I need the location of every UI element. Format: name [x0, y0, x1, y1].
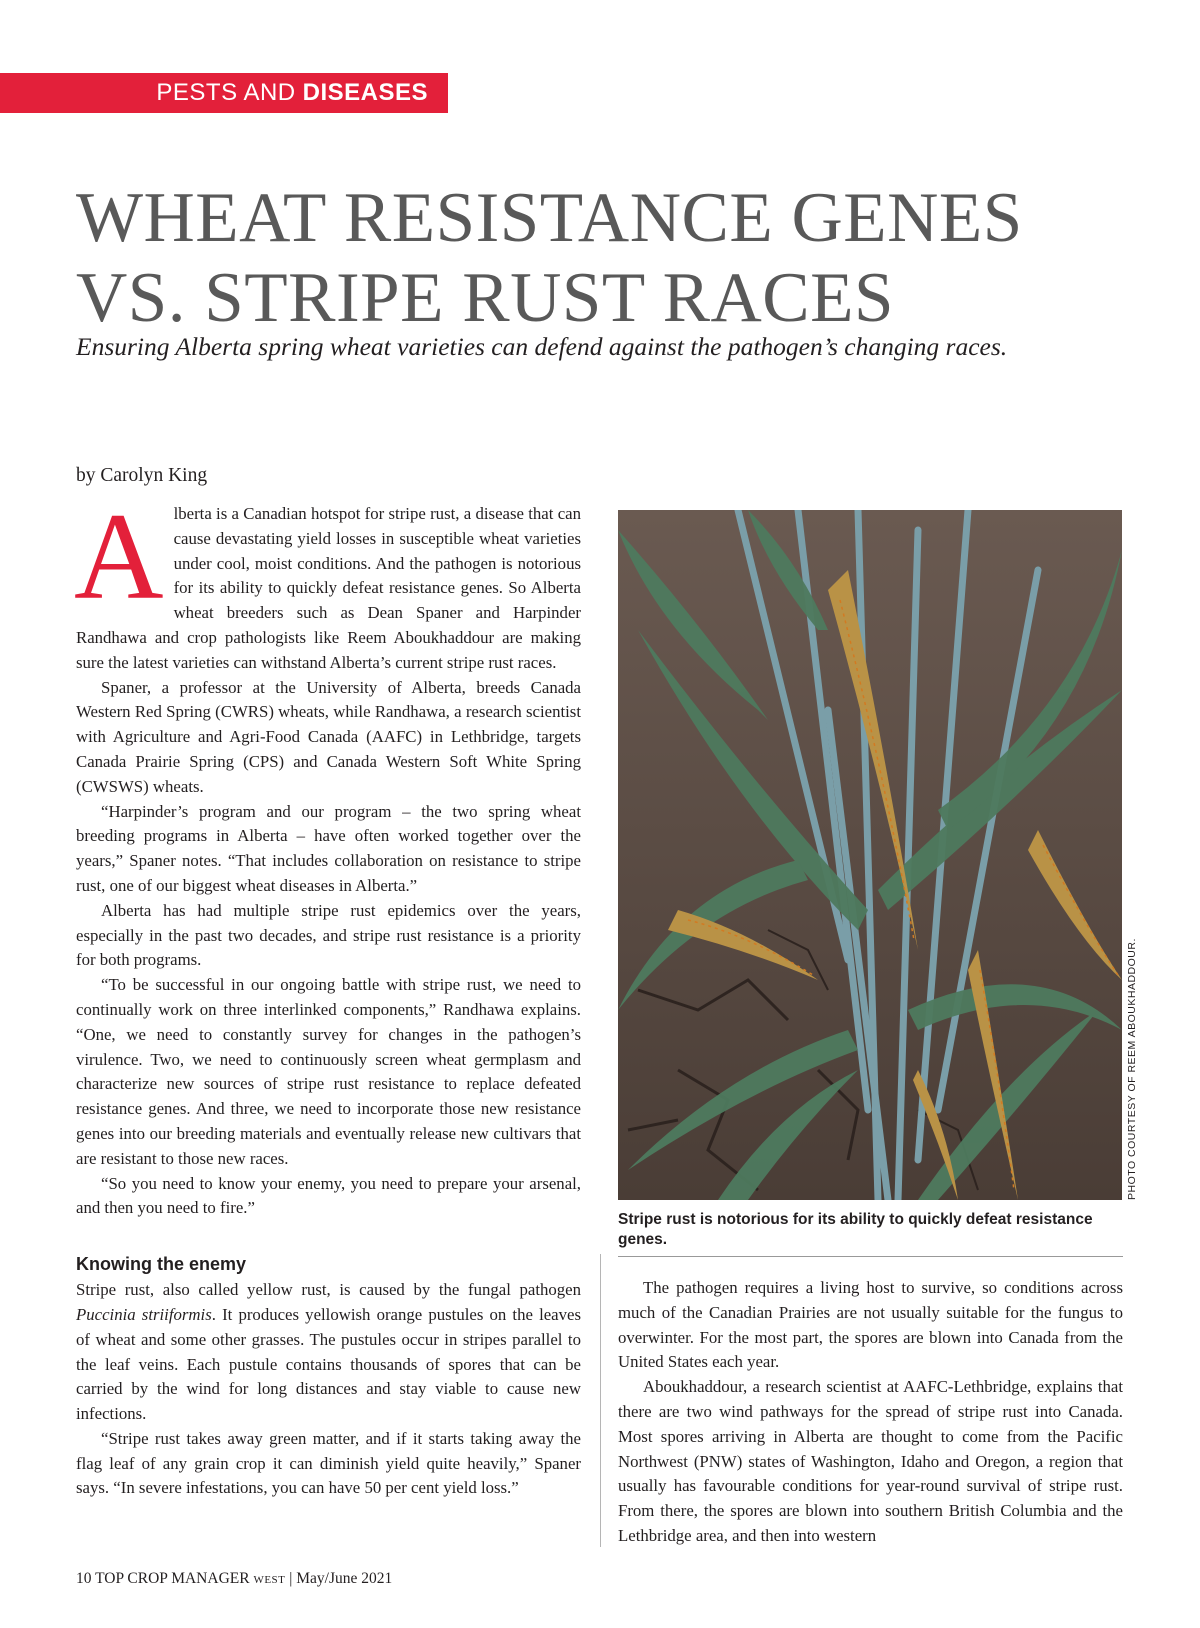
byline: by Carolyn King — [76, 465, 208, 486]
footer-separator: | — [289, 1570, 293, 1587]
caption-divider — [618, 1256, 1123, 1257]
paragraph — [76, 1278, 581, 1427]
paragraph: “To be successful in our ongoing battle with stripe rust, we need to continually work on three interlinked components,” Randhawa explains. “One, we need to constantly survey for changes in the pathogen’s virulence. Two, we need to continuously screen wheat germplasm and characterize new sources of stripe rust resistance to replace defeated resistance genes. And three, we need to incorporate those new resistance genes into our breeding materials and eventually release new cultivars that are resistant to those new races. — [76, 975, 581, 1168]
photo-caption: Stripe rust is notorious for its ability to quickly defeat resistance genes. — [618, 1211, 1093, 1248]
page-number: 10 — [76, 1570, 92, 1587]
paragraph — [74, 488, 581, 676]
article-column-left — [74, 488, 581, 1501]
paragraph: “So you need to know your enemy, you need to prepare your arsenal, and then you need to fire.” — [76, 1173, 581, 1218]
article-column-right — [618, 1276, 1123, 1549]
paragraph: “Stripe rust takes away green matter, and if it starts taking away the flag leaf of any grain crop it can diminish yield quite heavily,” Spaner says. “In severe infestations, you can have 50 per cent yield loss.” — [76, 1428, 581, 1498]
title-line-1: WHEAT RESISTANCE GENES — [76, 179, 1023, 257]
paragraph-text: lberta is a Canadian hotspot for stripe rust, a disease that can cause devastating yield losses in susceptible wheat varieties under cool, moist conditions. And the pathogen is notorious for its ability to quickly defeat resistance genes. So Alberta wheat breeders such as Dean Spaner and Harpinder Randhawa and crop pathologists like Reem Aboukhaddour are making sure the latest varieties can withstand Alberta’s current stripe rust races. — [76, 504, 581, 672]
drop-cap: A — [74, 488, 164, 625]
paragraph-text: Stripe rust, also called yellow rust, is caused by the fungal pathogen — [76, 1280, 581, 1300]
article-title — [76, 178, 1136, 338]
page-footer — [76, 1570, 392, 1588]
magazine-name: TOP CROP MANAGER — [95, 1570, 250, 1587]
title-line-2: VS. STRIPE RUST RACES — [76, 259, 895, 337]
wheat-field-image — [618, 510, 1122, 1200]
section-label-bold: DISEASES — [302, 79, 428, 106]
wheat-photo — [618, 510, 1122, 1200]
section-label-light: PESTS AND — [156, 79, 296, 106]
paragraph: Alberta has had multiple stripe rust epidemics over the years, especially in the past two decades, and stripe rust resistance is a priority for both programs. — [76, 900, 581, 970]
paragraph: “Harpinder’s program and our program – the two spring wheat breeding programs in Alberta – have often worked together over the years,” Spaner notes. “That includes collaboration on resistance to stripe rust, one of our biggest wheat diseases in Alberta.” — [76, 801, 581, 895]
paragraph: Spaner, a professor at the University of Alberta, breeds Canada Western Red Spring (CWRS) wheats, while Randhawa, a research scientist with Agriculture and Agri-Food Canada (AAFC) in Lethbridge, targets Canada Prairie Spring (CPS) and Canada Western Soft White Spring (CWSWS) wheats. — [76, 677, 581, 796]
issue-date: May/June 2021 — [296, 1570, 393, 1587]
paragraph: The pathogen requires a living host to survive, so conditions across much of the Canadian Prairies are not usually suitable for the fungus to overwinter. For the most part, the spores are blown into Canada from the United States each year. — [618, 1278, 1123, 1372]
section-label — [0, 73, 448, 113]
photo-credit: PHOTO COURTESY OF REEM ABOUKHADDOUR. — [1126, 938, 1138, 1200]
column-divider — [600, 1254, 601, 1547]
species-name: Puccinia striiformis — [76, 1304, 212, 1324]
section-subhead: Knowing the enemy — [76, 1254, 247, 1275]
article-subtitle: Ensuring Alberta spring wheat varieties can defend against the pathogen’s changing races. — [76, 332, 1008, 361]
paragraph-text: . It produces yellowish orange pustules on the leaves of wheat and some other grasses. The pustules occur in stripes parallel to the leaf veins. Each pustule contains thousands of spores that can be carried by the wind for long distances and stay viable to cause new infections. — [76, 1304, 581, 1424]
magazine-edition: WEST — [253, 1574, 286, 1586]
paragraph: Aboukhaddour, a research scientist at AAFC-Lethbridge, explains that there are two wind pathways for the spread of stripe rust into Canada. Most spores arriving in Alberta are thought to come from the Pacific Northwest (PNW) states of Washington, Idaho and Oregon, a region that usually has favourable conditions for year-round survival of stripe rust. From there, the spores are blown into southern British Columbia and the Lethbridge area, and then into western — [618, 1377, 1123, 1545]
